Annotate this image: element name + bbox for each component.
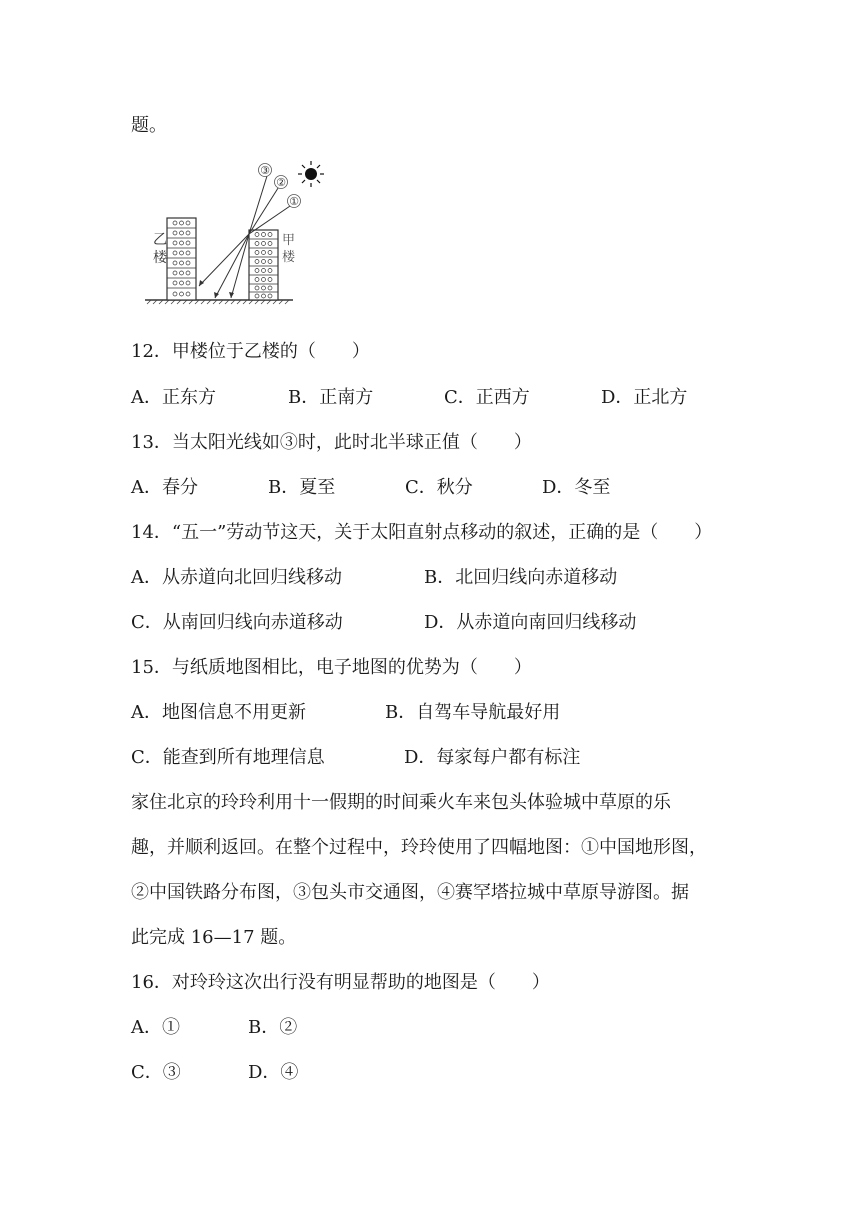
building-jia bbox=[249, 230, 278, 300]
building-jia-label-2: 楼 bbox=[282, 250, 296, 265]
ray-arrowheads bbox=[199, 280, 234, 298]
question-12-option-d: D．正北方 bbox=[601, 387, 688, 408]
question-12-option-a: A．正东方 bbox=[131, 387, 216, 408]
building-yi bbox=[167, 218, 196, 300]
building-yi-label-1: 乙 bbox=[153, 232, 167, 248]
ray-3 bbox=[249, 176, 267, 234]
question-14-option-a: A．从赤道向北回归线移动 bbox=[131, 567, 342, 588]
question-16-option-d: D．④ bbox=[248, 1062, 299, 1083]
passage-line-4: 此完成 16—17 题。 bbox=[131, 927, 297, 948]
question-13-option-d: D．冬至 bbox=[542, 477, 611, 498]
question-13-option-a: A．春分 bbox=[131, 477, 198, 498]
passage-line-2: 趣，并顺利返回。在整个过程中，玲玲使用了四幅地图：①中国地形图， bbox=[131, 837, 707, 858]
ray-label-2: ② bbox=[276, 176, 286, 189]
question-12-stem: 12．甲楼位于乙楼的（ ） bbox=[131, 341, 370, 362]
passage-line-1: 家住北京的玲玲利用十一假期的时间乘火车来包头体验城中草原的乐 bbox=[131, 792, 671, 813]
sun-rays bbox=[199, 176, 296, 298]
sunlight-diagram bbox=[143, 158, 328, 308]
building-jia-label-1: 甲 bbox=[282, 233, 296, 248]
question-14-option-d: D．从赤道向南回归线移动 bbox=[424, 612, 637, 633]
question-14-option-c: C．从南回归线向赤道移动 bbox=[131, 612, 343, 633]
question-13-option-b: B．夏至 bbox=[268, 477, 336, 498]
question-16-option-b: B．② bbox=[248, 1017, 298, 1038]
question-13-option-c: C．秋分 bbox=[405, 477, 473, 498]
question-12-option-b: B．正南方 bbox=[288, 387, 374, 408]
question-15-option-b: B．自驾车导航最好用 bbox=[385, 702, 561, 723]
sun-icon bbox=[298, 161, 324, 187]
building-yi-label-2: 楼 bbox=[153, 250, 167, 266]
intro-tail-text: 题。 bbox=[131, 115, 167, 136]
question-15-stem: 15．与纸质地图相比，电子地图的优势为（ ） bbox=[131, 657, 532, 678]
ray-2-shadow bbox=[215, 234, 249, 298]
question-16-stem: 16．对玲玲这次出行没有明显帮助的地图是（ ） bbox=[131, 972, 550, 993]
passage-line-3: ②中国铁路分布图，③包头市交通图，④赛罕塔拉城中草原导游图。据 bbox=[131, 882, 689, 903]
ray-2 bbox=[249, 185, 280, 234]
question-14-stem: 14．“五一”劳动节这天，关于太阳直射点移动的叙述，正确的是（ ） bbox=[131, 522, 713, 543]
question-16-option-a: A．① bbox=[131, 1017, 180, 1038]
question-12-option-c: C．正西方 bbox=[444, 387, 530, 408]
question-14-option-b: B．北回归线向赤道移动 bbox=[424, 567, 618, 588]
question-16-option-c: C．③ bbox=[131, 1062, 181, 1083]
question-15-option-a: A．地图信息不用更新 bbox=[131, 702, 306, 723]
question-15-option-c: C．能查到所有地理信息 bbox=[131, 747, 325, 768]
ray-label-1: ① bbox=[289, 195, 299, 208]
question-15-option-d: D．每家每户都有标注 bbox=[404, 747, 581, 768]
question-13-stem: 13．当太阳光线如③时，此时北半球正值（ ） bbox=[131, 432, 532, 453]
sunlight-buildings-figure bbox=[143, 158, 328, 308]
ray-label-3: ③ bbox=[260, 164, 270, 177]
